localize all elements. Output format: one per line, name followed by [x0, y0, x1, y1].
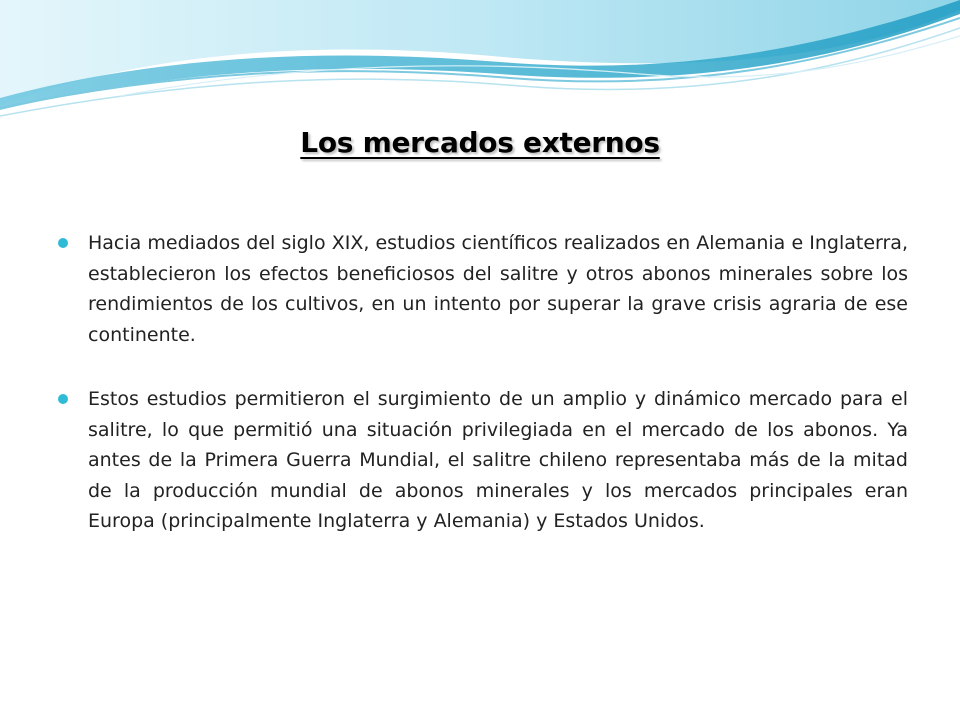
bullet-text: Estos estudios permitieron el surgimiento de un amplio y dinámico mercado para el salitre, lo que permitió una situación privilegiada en el mercado de los abonos. Ya antes de la Primera Guerra Mundial, el salitre chileno representaba más de la mitad de la producción mundial de abonos minerales y los mercados principales eran Europa (principalmente Inglaterra y Alemania) y Estados Unidos. — [88, 388, 908, 532]
bullet-dot-icon — [58, 238, 68, 248]
header-wave-decoration — [0, 0, 960, 130]
bullet-text: Hacia mediados del siglo XIX, estudios científicos realizados en Alemania e Inglaterra, establecieron los efectos beneficiosos del salitre y otros abonos minerales sobre los rendimientos de los cultivos, en un intento por superar la grave crisis agraria de ese continente. — [88, 232, 908, 346]
slide-title: Los mercados externos — [300, 126, 660, 159]
bullet-item — [58, 228, 908, 350]
bullet-list — [58, 228, 908, 571]
bullet-dot-icon — [58, 394, 68, 404]
bullet-item — [58, 384, 908, 537]
